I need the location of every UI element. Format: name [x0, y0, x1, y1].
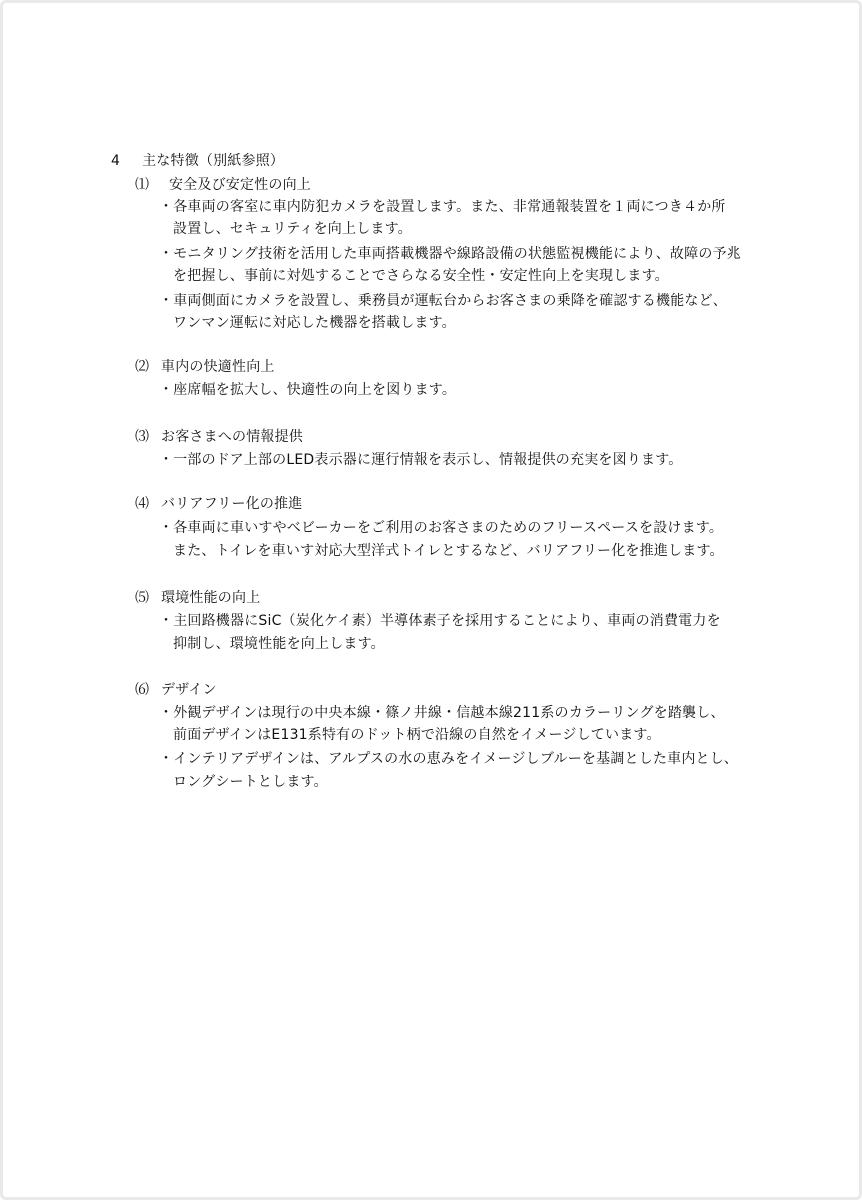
- subsection-1-bullet-2-line-1: ・モニタリング技術を活用した車両搭載機器や線路設備の状態監視機能により、故障の予兆: [159, 246, 741, 262]
- subsection-1-marker: ⑴: [135, 177, 150, 193]
- subsection-5-title: 環境性能の向上: [161, 590, 261, 606]
- subsection-2-title: 車内の快適性向上: [161, 359, 275, 375]
- subsection-4-marker: ⑷: [135, 496, 150, 512]
- subsection-4-title: バリアフリー化の推進: [161, 496, 303, 512]
- subsection-1-bullet-3-line-1: ・車両側面にカメラを設置し、乗務員が運転台からお客さまの乗降を確認する機能など、: [159, 293, 727, 309]
- subsection-6-title: デザイン: [161, 682, 217, 698]
- section-title: 主な特徴（別紙参照）: [142, 153, 285, 169]
- subsection-6-bullet-1-line-1: ・外観デザインは現行の中央本線・篠ノ井線・信越本線211系のカラーリングを踏襲し、: [159, 705, 725, 721]
- subsection-2-bullet-1: ・座席幅を拡大し、快適性の向上を図ります。: [159, 382, 457, 398]
- section-number: 4: [111, 153, 121, 169]
- subsection-3-marker: ⑶: [135, 429, 150, 445]
- subsection-6-bullet-2-line-1: ・インテリアデザインは、アルプスの水の恵みをイメージしブルーを基調とした車内とし、: [159, 751, 739, 767]
- subsection-6-bullet-1-line-2: 前面デザインはE131系特有のドット柄で沿線の自然をイメージしています。: [173, 727, 661, 743]
- section-heading: [111, 150, 284, 172]
- subsection-1-bullet-1-line-2: 設置し、セキュリティを向上します。: [173, 221, 412, 237]
- subsection-4-bullet-1-line-1: ・各車両に車いすやベビーカーをご利用のお客さまのためのフリースペースを設けます。: [159, 520, 724, 536]
- subsection-3-bullet-1: ・一部のドア上部のLED表示器に運行情報を表示し、情報提供の充実を図ります。: [159, 452, 683, 468]
- subsection-1-bullet-3-line-2: ワンマン運転に対応した機器を搭載します。: [173, 315, 456, 331]
- subsection-1-bullet-2-line-2: を把握し、事前に対処することでさらなる安全性・安定性向上を実現します。: [173, 268, 669, 284]
- subsection-5-bullet-1-line-2: 抑制し、環境性能を向上します。: [173, 636, 385, 652]
- subsection-2-marker: ⑵: [135, 359, 150, 375]
- subsection-3-title: お客さまへの情報提供: [161, 429, 303, 445]
- subsection-5-marker: ⑸: [135, 590, 150, 606]
- document-content: [3, 3, 862, 1203]
- subsection-4-bullet-1-line-2: また、トイレを車いす対応大型洋式トイレとするなど、バリアフリー化を推進します。: [173, 543, 724, 559]
- subsection-1-bullet-1-line-1: ・各車両の客室に車内防犯カメラを設置します。また、非常通報装置を１両につき４か所: [159, 199, 726, 215]
- subsection-5-bullet-1-line-1: ・主回路機器にSiC（炭化ケイ素）半導体素子を採用することにより、車両の消費電力を: [159, 613, 721, 629]
- subsection-6-marker: ⑹: [135, 682, 150, 698]
- subsection-6-bullet-2-line-2: ロングシートとします。: [173, 774, 328, 790]
- subsection-1-title: 安全及び安定性の向上: [169, 177, 311, 193]
